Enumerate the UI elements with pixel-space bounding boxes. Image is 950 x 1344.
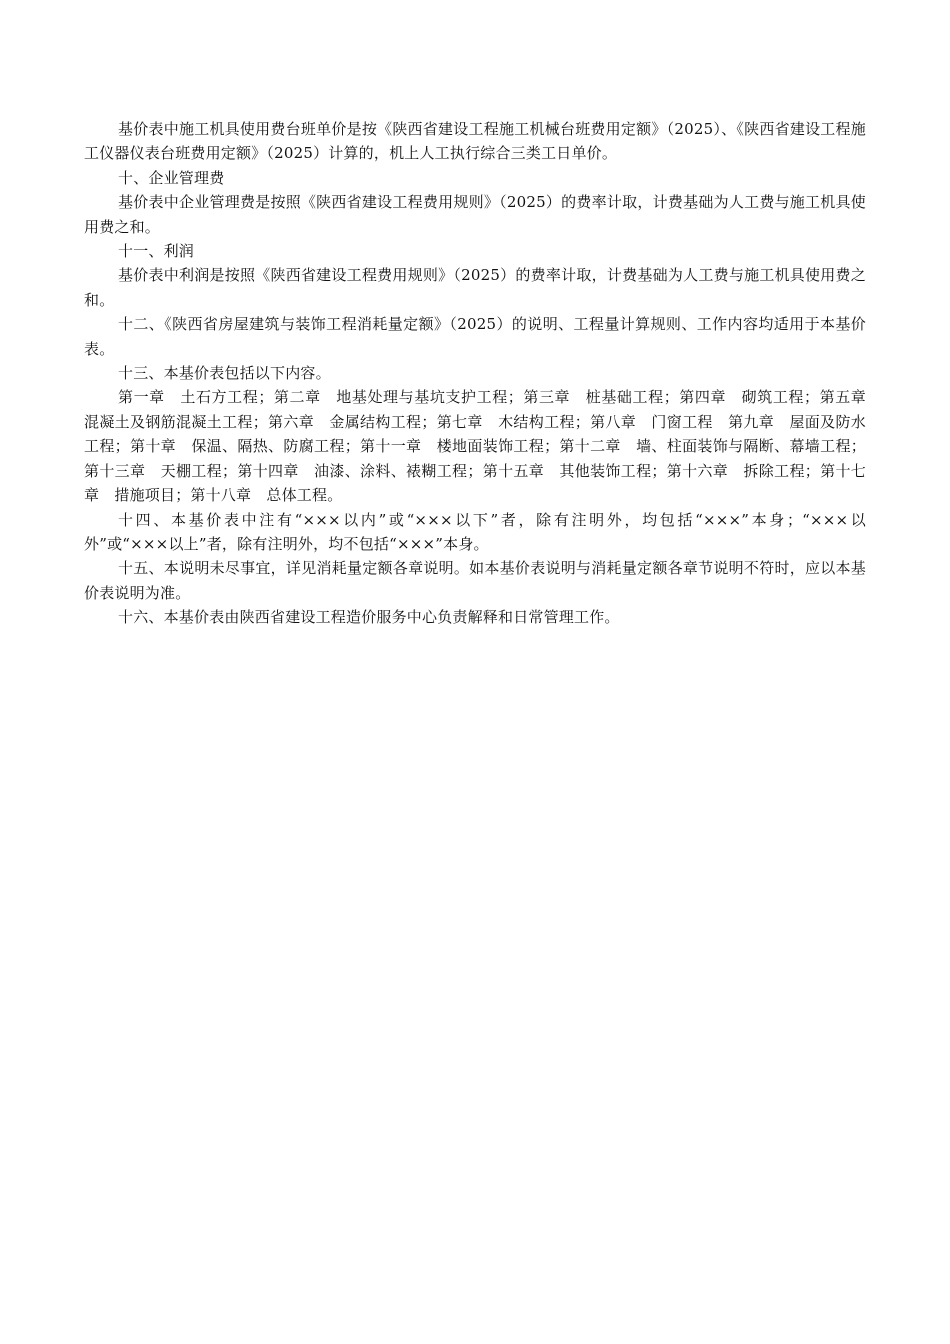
paragraph-section-16: 十六、本基价表由陕西省建设工程造价服务中心负责解释和日常管理工作。 xyxy=(118,608,620,627)
paragraph-chapter-list: 第一章 土石方工程；第二章 地基处理与基坑支护工程；第三章 桩基础工程；第四章 砌筑工程；第五章 混凝土及钢筋混凝土工程；第六章 金属结构工程；第七章 木结构工程；第八章 门窗工程 第九章 屋面及防水工程；第十章 保温、隔热、防腐工程；第十一章 楼地面装饰工程；第十二章 墙、柱面装饰与隔断、幕墙工程；第十三章 天棚工程；第十四章 油漆、涂料、裱糊工程；第十五章 其他装饰工程；第十六章 拆除工程；第十七章 措施项目；第十八章 总体工程。 xyxy=(84,388,882,505)
document-body xyxy=(84,117,882,630)
heading-section-10: 十、企业管理费 xyxy=(118,168,225,187)
paragraph-management-fee: 基价表中企业管理费是按照《陕西省建设工程费用规则》（2025）的费率计取，计费基础为人工费与施工机具使用费之和。 xyxy=(84,193,866,236)
heading-section-13: 十三、本基价表包括以下内容。 xyxy=(118,364,331,383)
paragraph-machinery-rate: 基价表中施工机具使用费台班单价是按《陕西省建设工程施工机械台班费用定额》（2025）、《陕西省建设工程施工仪器仪表台班费用定额》（2025）计算的，机上人工执行综合三类工日单价。 xyxy=(84,120,866,163)
paragraph-section-14: 十四、本基价表中注有“×××以内”或“×××以下”者，除有注明外，均包括“×××”本身；“×××以外”或“×××以上”者，除有注明外，均不包括“×××”本身。 xyxy=(84,510,866,553)
paragraph-profit: 基价表中利润是按照《陕西省建设工程费用规则》（2025）的费率计取，计费基础为人工费与施工机具使用费之和。 xyxy=(84,266,866,309)
paragraph-section-15: 十五、本说明未尽事宜，详见消耗量定额各章说明。如本基价表说明与消耗量定额各章节说明不符时，应以本基价表说明为准。 xyxy=(84,559,866,602)
heading-section-11: 十一、利润 xyxy=(118,242,195,261)
paragraph-section-12: 十二、《陕西省房屋建筑与装饰工程消耗量定额》（2025）的说明、工程量计算规则、工作内容均适用于本基价表。 xyxy=(84,315,866,358)
